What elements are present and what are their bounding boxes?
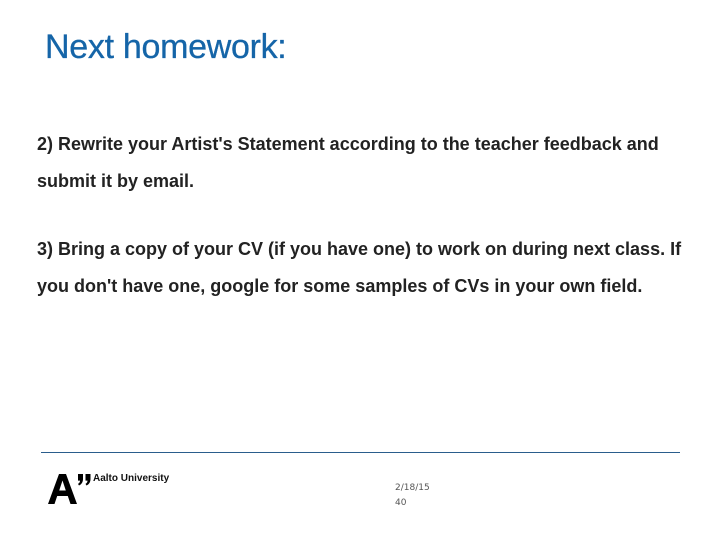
aalto-a-logo-icon [47,472,93,506]
footer-divider [41,452,680,453]
footer-page-number: 40 [395,498,407,508]
slide-title: Next homework: [45,28,287,66]
aalto-logo [47,472,197,506]
homework-item-bring-cv: 3) Bring a copy of your CV (if you have one) to work on during next class. If you don't have one, google for some samples of CVs in your own field. [37,239,682,296]
logo-university-name: Aalto University [93,473,170,484]
homework-item-rewrite-statement: 2) Rewrite your Artist's Statement according to the teacher feedback and submit it by email. [37,134,659,191]
footer-date: 2/18/15 [395,483,430,493]
